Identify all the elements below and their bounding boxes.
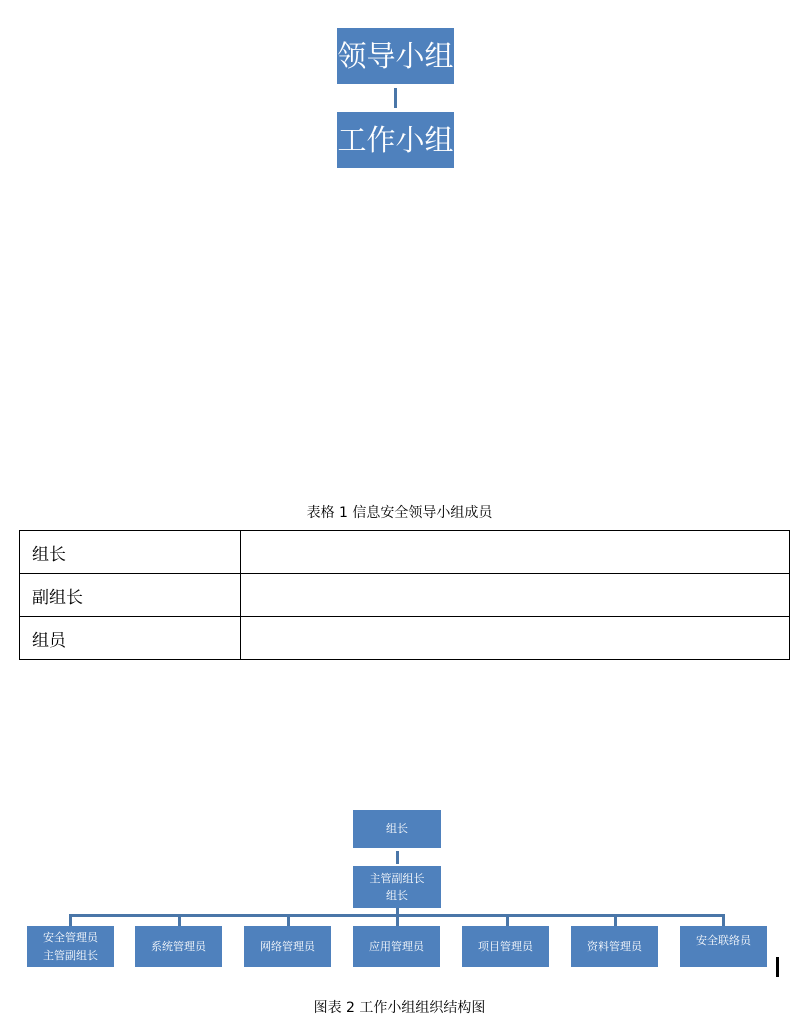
org-child-label-1: 系统管理员: [151, 939, 206, 953]
value-cell: [241, 617, 790, 660]
org-child-label-1: 资料管理员: [587, 939, 642, 953]
role-cell: 副组长: [20, 574, 241, 617]
org-drop: [287, 914, 290, 926]
text-cursor: [776, 957, 779, 977]
role-cell: 组长: [20, 531, 241, 574]
org-child-box: [680, 926, 767, 967]
org-top-label: 组长: [386, 822, 408, 836]
org-child-label-1: 网络管理员: [260, 939, 315, 953]
org-drop: [614, 914, 617, 926]
org-child-label-2: 主管副组长: [43, 948, 98, 962]
org-child-label-1: 项目管理员: [478, 939, 533, 953]
leader-group-box: [337, 28, 454, 84]
org-drop: [178, 914, 181, 926]
org-chart-caption: 图表 2 工作小组组织结构图: [313, 1000, 486, 1016]
table-row: [20, 574, 790, 617]
org-child-box: [27, 926, 114, 967]
table-row: [20, 617, 790, 660]
value-cell: [241, 531, 790, 574]
org-drop: [506, 914, 509, 926]
org-deputy-box: [353, 866, 441, 908]
org-child-box: [135, 926, 222, 967]
org-child-box: [353, 926, 440, 967]
members-table: [19, 530, 790, 660]
role-cell: 组员: [20, 617, 241, 660]
work-group-box: [337, 112, 454, 168]
org-connector-top: [396, 851, 399, 864]
work-group-label: 工作小组: [337, 122, 454, 157]
top-connector: [394, 88, 397, 108]
org-drop: [69, 914, 72, 926]
org-deputy-label-1: 主管副组长: [369, 871, 425, 885]
value-cell: [241, 574, 790, 617]
org-child-box: [244, 926, 331, 967]
org-child-box: [462, 926, 549, 967]
org-child-label-1: 应用管理员: [369, 939, 424, 953]
org-drop: [722, 914, 725, 926]
org-drop: [396, 914, 399, 926]
org-child-label-1: 安全联络员: [696, 934, 751, 947]
org-child-box: [571, 926, 658, 967]
table1-caption: 表格 1 信息安全领导小组成员: [306, 505, 493, 521]
org-deputy-label-2: 组长: [386, 889, 408, 902]
org-top-box: [353, 810, 441, 848]
leader-group-label: 领导小组: [337, 38, 454, 73]
table-row: [20, 531, 790, 574]
org-child-label-1: 安全管理员: [43, 931, 98, 945]
